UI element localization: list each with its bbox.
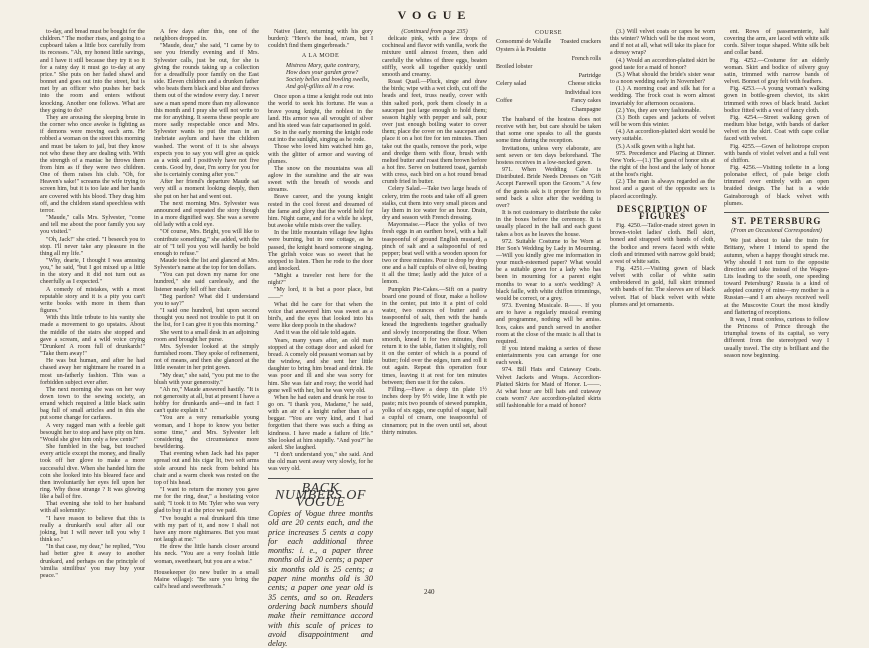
column-3 <box>268 29 373 648</box>
menu-item-right: Fancy cakes <box>571 98 601 104</box>
paragraph: "Oh, Jack!" she cried. "I beseech you to stop. I'll never take any pleasure in the thing all my life." <box>40 236 145 257</box>
menu-item-right: Cheese sticks <box>567 81 601 87</box>
paragraph: "Beg pardon? What did I understand you to say?" <box>154 293 259 307</box>
answer-paragraph: (5.) A silk gown with a light hat. <box>616 143 696 150</box>
paragraph: "Why, dearie, I thought I was amusing you," he said, "but I got mixed up a little in the story and it did not turn out as cheerfully as I expected." <box>40 258 145 286</box>
back-numbers-body: Copies of Vogue three months old are 20 cents each, and the price increases 5 cents a copy for each additional three months: i. e., a paper three months old is 20 cents; a paper six months old is 25 cents; a paper nine months old is 30 cents; a paper one year old is 35 cents, and so on. Readers ordering back numbers should make their remittance accord with this scale of prices to avoid disappointment and delay. <box>268 509 373 648</box>
poem-line: How does your garden grow? <box>286 69 359 76</box>
paragraph: "Maude, dear," she said, "I came by to see you friendly evening and if Mrs. Sylvester calls, just be out, for she is giving the rounds taking up a collection for a dreadfully poor family on the East side. Eleven children and a drunken father who beats them black and blue and throws them out of the window every day. I never saw a man spend more than my allowance this month and I pray she will not write to me for anything. It seems these people are more sadly respectable once and Mrs. Sylvester wants to put the man in an inebriate asylum and have the children washed. The worst of it is she always expects you to say you will give as quick as a wink and I positively have not five cents. Good by, dear, I'm sorry for you for she is certainly coming after you." <box>154 43 259 179</box>
menu-item-right: Individual ices <box>564 89 601 96</box>
housekeeper-anecdote: Housekeeper (to new butler in a small Maine village): "Be sure you bring the calf's head and sweetbreads." <box>154 569 259 591</box>
masthead: VOGUE <box>397 8 472 22</box>
paragraph: "My dear," she said, "you put me to the blush with your generosity." <box>154 372 259 386</box>
query-paragraph: If you intend making a series of these entertainments you can arrange for one each week. <box>496 346 601 367</box>
figure-description: Fig. 4251.—Visiting gown of black velvet with collar of white satin embroidered in gold, full skirt trimmed with bands of fur. The sleeves are of black velvet. Hat of black velvet with white plumes and jet ornaments. <box>610 266 715 308</box>
menu-item <box>496 89 601 98</box>
menu-item-right: French rolls <box>571 55 601 62</box>
menu-item <box>496 46 601 55</box>
paragraph: What did he care for that when the voice that answered him was sweet as a bird's, and the eyes that looked into his were like deep pools in the shadow? <box>268 301 373 330</box>
paragraph: "You are a very remarkable young woman, and I hope to know you better some time," and Mrs. Sylvester left considering the circumstance more bewildering. <box>154 415 259 451</box>
paragraph: "You can put down my name for one hundred," she said carelessly, and the listener nearly fell off her chair. <box>154 272 259 293</box>
paragraph: With this little tribute to his vanity she made a movement to go upstairs. About the middle of the stairs she stopped and gave a scream, and a wild voice crying "Drunken! A room full of drunkards!" "Take them away!" <box>40 315 145 358</box>
menu-item-left: Celery salad <box>496 81 527 87</box>
menu-item <box>496 38 601 47</box>
poem-heading: A LA MODE <box>301 53 340 60</box>
menu-item-left: Consommé de Volaille <box>496 38 552 45</box>
answer-paragraph: (4.) An accordion-plaited skirt would be very suitable. <box>610 129 715 143</box>
paragraph: "I said one hundred, but upon second thought you need not trouble to put it on the list, for I can give it you this morning." <box>154 308 259 329</box>
column-5 <box>496 29 601 605</box>
paragraph: "Ah no," Maude answered hastily. "It is not generosity at all, but at present I have a hobby for drunkards and—and in fact I can't quite explain it." <box>154 386 259 415</box>
figure-description: Fig. 4252.—Costume for an elderly woman. Skirt and bodice of silvery gray satin, trimmed with narrow bands of velvet. Bonnet of gray felt with feathers. <box>724 57 829 86</box>
column-7 <box>724 29 829 605</box>
query-paragraph: Invitations, unless very elaborate, are sent seven or ten days beforehand. The hostess receives in a low-necked gown. <box>496 145 601 166</box>
paragraph: In the little mountain village few lights were burning, but in one cottage, as he passed, the knight heard someone singing. The girlish voice was so sweet that he stopped to listen. Then he rode to the door and knocked. <box>268 230 373 272</box>
paragraph: The next morning she was on her way down town to the sewing society, an errand which required a little black satin bag full of small articles and in this she put some change for carfares. <box>40 386 145 422</box>
paragraph: She went to a small desk in an adjoining room and brought her purse. <box>154 329 259 343</box>
paragraph: "Might a traveler rest here for the night?" <box>268 273 373 287</box>
paragraph: The snow on the mountains was all aglow in the sunshine and the air was sweet with the breath of woods and streams. <box>268 165 373 194</box>
paragraph: "I want to return the money you gave me for the ring, dear," a hesitating voice said; "I took it to Mr. Tyler who was very glad to buy it at the price we paid. <box>154 487 259 515</box>
figure-description: Fig. 4256.—Visiting toilette in a long polonaise effect, of pale beige cloth trimmed over entirely with an open braided design. The hat is a wide Gainsborough of black velvet with plumes. <box>724 164 829 207</box>
paragraph: That evening when Jack had his paper spread out and his cigar lit, two soft arms stole around his neck from behind his chair and a warm cheek was rested on the top of his head. <box>154 451 259 486</box>
menu-item-left: Coffee <box>496 98 513 104</box>
page-number: 240 <box>424 588 435 596</box>
divider <box>724 212 829 213</box>
answer-paragraph: (2.) Yes, they are very fashionable. <box>616 107 701 114</box>
column-2 <box>154 29 259 605</box>
paragraph: That evening she told to her husband with all solemnity: <box>40 501 145 515</box>
figure-description: Fig. 4255.—Gown of heliotrope crepon with bands of violet velvet and a full vest of chiffon. <box>724 143 829 164</box>
paragraph: A few days after this, one of the neighbors dropped in. <box>154 29 259 43</box>
continued-note: (Continued from page 235) <box>401 29 468 35</box>
paragraph: The next morning Mrs. Sylvester was announced and repeated the story though in a more dignified way. She was a severe old lady with a cold eye. <box>154 200 259 229</box>
poem-line: Society belles and bowling swells, <box>286 76 370 83</box>
recipe-paragraph: Celery Salad.—Take two large heads of celery, trim the roots and take off all green stalks, cut them into very small pieces and lay them in ice water for an hour. Drain, dry and season with French dressing. <box>382 186 487 222</box>
query-paragraph: It is not customary to distribute the cake in the boxes before the ceremony. It is usually placed in the hall and each guest takes a box as he leaves the house. <box>496 210 601 238</box>
paragraph: "Of course, Mrs. Bright, you will like to contribute something," she added, with the air of "I tell you you will hardly be bold enough to refuse." <box>154 229 259 257</box>
paragraph: Native (later, returning with his gory burden): "Here's the head, m'am, but I couldn't find them gingerbreads." <box>268 29 373 50</box>
paragraph: He was but human, and after he had chased away her nightmare he roared in a most un-fatherly fashion. This was a forbidden subject ever after. <box>40 358 145 386</box>
columns <box>40 29 829 648</box>
query-paragraph: The husband of the hostess does not receive with her, but care should be taken that some one speaks to all the guests some time during the reception. <box>496 117 601 145</box>
st-petersburg-sub: (From an Occasional Correspondent) <box>731 228 822 235</box>
answer-paragraph: (3.) Will velvet coats or capes be worn this winter? Which will be the most worn, and if not at all, what will take its place for a dressy wrap? <box>610 29 715 57</box>
paragraph: So in the early morning the knight rode out into the sunlight, singing as he rode. <box>268 130 373 144</box>
menu-item <box>496 80 601 89</box>
paragraph: "In that case, my dear," he replied, "You had better give it away to another drunkard, and perhaps on the principle of 'similia similibus' you may buy your peace." <box>40 544 145 579</box>
figure-description: Fig. 4254.—Street walking gown of medium blue beige, with bands of darker velvet on the skirt. Coat with cape collar faced with velvet. <box>724 114 829 143</box>
paragraph: They are arousing the sleeping brute in the corner who once awoke is fighting as if demons were moving each arm. He robbed a woman on the street this morning and must be taken to jail, but they know not who these they are dealing with. With the strength of a maniac he throws them from him as if they were two children. One of them raises his club. "Oh, for Heaven's sake!" screams the wife trying to screen him, but it is too late and her hands are covered with his blood. They drag him off, and the children stand speechless with terror. <box>40 114 145 214</box>
poem-line: Mistress Mary, quite contrary, <box>286 62 360 69</box>
paragraph: After her friend's departure Maude sat very still a moment looking deeply, then she put on her hat and went out. <box>154 179 259 200</box>
answer-paragraph: (1.) A morning coat and silk hat for a wedding. The frock coat is worn almost invariably for afternoon occasions. <box>610 86 715 107</box>
paragraph: Maude took the list and glanced at Mrs. Sylvester's name at the top for ten dollars. <box>154 258 259 272</box>
paragraph: Once upon a time a knight rode out into the world to seek his fortune. He was a brave young knight, the noblest in the land. His armor was all wrought of silver and his steed was fair caparisoned in gold. <box>268 94 373 129</box>
paragraph: And it was the old tale told again. <box>274 330 357 337</box>
paragraph: Brave career, and the young knight rested in the cool forest and dreamed of the fame and glory that the world held for him. Night came, and for a while he slept, but awoke while mists over the valley. <box>268 194 373 230</box>
menu-item <box>496 72 601 81</box>
query-paragraph: 972. Suitable Costume to be Worn at Her Son's Wedding by Lady in Mourning.—Will you kindly give me information in your much-esteemed paper? What would be a suitable gown for a lady who has been in mourning for a parent eight months to wear to a son's wedding? A black faille, with white chiffon trimmings, would be correct, or a grey. <box>496 238 601 302</box>
recipe-paragraph: Mayonnaise.—Place the yolks of two fresh eggs in an earthen bowl, with a half teaspoonful of ground English mustard, a pinch of salt and a saltspoonful of red pepper; beat well with a wooden spoon for two or three minutes. Pour in drop by drop one and a half cupfuls of olive oil, beating it all the time; lastly add the juice of a lemon. <box>382 222 487 286</box>
answer-paragraph: (3.) Both capes and jackets of velvet will be worn this winter. <box>610 114 715 129</box>
paragraph: "I have reason to believe that this is really a drunkard's soul after all our joking, but I will never tell you why I think so." <box>40 515 145 544</box>
query-975b: (2.) The man is always regarded as the host and a guest of the opposite sex is placed accordingly. <box>610 179 715 200</box>
back-numbers-title: BACK NUMBERS OF VOGUE <box>275 480 366 510</box>
paragraph: "My lord, it is but a poor place, but——" <box>268 287 373 301</box>
paragraph: Years, many years after, an old man stopped at the cottage door and asked for bread. A comely old peasant woman sat by the window, and she sent her little daughter to bring him bread and drink. He was poor and ill and she was sorry for him. She was fair and rosy; the world had gone well with her, but he was very old. <box>268 337 373 394</box>
menu-item <box>496 106 601 115</box>
column-4 <box>382 29 487 605</box>
column-1 <box>40 29 145 605</box>
figure-description: Fig. 4253.—A young woman's walking gown in bottle-green cheviot, its skirt trimmed with rows of black braid. Jacket bodice fitted with a vest of fancy cloth. <box>724 86 829 114</box>
menu-item-left: Oysters à la Poulette <box>496 47 547 53</box>
paragraph: Mrs. Sylvester looked at the simply furnished room. They spoke of refinement, not of means, and then she glanced at the little sweater in her print gown. <box>154 343 259 372</box>
paragraph: Those who loved him watched him go, with the glitter of armor and waving of plumes. <box>268 144 373 165</box>
paragraph: "I don't understand you," she said. And the old man went away very slowly, for he was very old. <box>268 452 373 473</box>
divider <box>268 478 373 479</box>
query-paragraph: 974. Bill Hats and Cutaway Coats. Velvet Jackets and Wraps. Accordion-Plaited Skirts for Maid of Honor. L——. At what hour are bill hats and cutaway coats worn? Are accordion-plaited skirts still fashionable for a maid of honor? <box>496 367 601 410</box>
paragraph: A comedy of mistakes, with a most reputable story and it is a pity you can't write books with more in them than figures." <box>40 286 145 315</box>
paragraph: "Maude," calls Mrs. Sylvester, "come and tell me about the poor family you say you visited." <box>40 215 145 236</box>
recipe-paragraph: Filling.—Have a deep tin plate 1½ inches deep by 9½ wide, line it with pie paste; mix two pounds of stewed pumpkin, yolks of six eggs, one cupful of sugar, half a cupful of cream, one teaspoonful of cinnamon; put in the oven until set, about thirty minutes. <box>382 386 487 436</box>
recipe-paragraph: Pumpkin Pie-Cakes.—Sift on a pastry board one pound of flour, make a hollow in the center, put into it a pint of cold water, two ounces of butter and a teaspoonful of salt, then with the hands knead the ingredients together gradually and slowly incorporating the flour. When smooth, knead it for two minutes, then return it to the table, flatten it slightly, roll it on the center of which is a pound of butter; fold over the edges, turn and roll it out again. Repeat this operation four times, leaving it at rest for ten minutes between; then use it for the cakes. <box>382 286 487 386</box>
paragraph: He drew the little hands closer around his neck. "You are a very foolish little woman, sweetheart, but you are a wise." <box>154 544 259 565</box>
figure-description: ent. Rows of passementerie, half covering the arm, are laced with white silk cords. Silver toque shaped. White silk belt and collar band. <box>724 29 829 57</box>
recipe-paragraph: delicate pink, with a few drops of cochineal and flavor with vanilla, work the mixture until almost frozen, then add carefully the whites of three eggs, beaten stiffly, work all together quickly until smooth and creamy. <box>382 36 487 78</box>
paragraph: to-day, and bread must be bought for the children." The mother rises, and going to a cupboard takes a little box carefully from its recesses. "Ah, my honest little savings, and I have it still because they try it so it for a rainy day it must go to-day at any price." She puts on her faded shawl and bonnet and goes out into the street, but is met by an officer who pushes her back into the room and enters without knocking. Another one follows. What are they going to do? <box>40 29 145 114</box>
paragraph: When he had eaten and drunk he rose to go on. "I thank you, Madame," he said, with an air of a knight rather than of a beggar. "You are very kind, and I had forgotten that there was such a thing as kindness. I have made a failure of life." She looked at him stupidly. "And you?" he asked. She laughed. <box>268 394 373 451</box>
poem-line: And golf-gillies all in a row. <box>286 84 355 91</box>
paragraph: "I've bought a real drunkard this time with my part of it, and now I shall not have any more nightmares. But you must not laugh at me." <box>154 515 259 544</box>
answer-paragraph: (4.) Would an accordion-plaited skirt be good taste for a maid of honor? <box>610 57 715 71</box>
paragraph: She fumbled in the bag, but touched every article except the money, and finally took off her glove to make a more successful dive. When she handed him the coin she looked into his bleared face and then involuntarily her eyes fell upon her ring. Why those strange ? It was glowing like a ball of fire. <box>40 444 145 501</box>
description-of-figures-heading: DESCRIPTION OF FIGURES <box>616 203 709 221</box>
menu-item-right: Toasted crackers <box>560 38 601 45</box>
st-petersburg-heading: ST. PETERSBURG <box>731 215 822 226</box>
paragraph: We just about to take the train for Brittany, where I intend to spend the autumn, when a happy thought struck me. Why should I not turn to the opposite direction and take instead of the Wagon-Lits leading to the south, one speeding toward Petersburg? Russia is a kind of adopted country of mine—my mother is a Russian—and I am always received well at the Muscovite Court the most kindly and flattering of receptions. <box>724 238 829 316</box>
menu-item-right: Partridge <box>578 72 601 79</box>
figure-description: Fig. 4250.—Tailor-made street gown in brown-violet ladies' cloth. Bell skirt, boned and strapped with bands of cloth, the bodice and revers faced with white cloth and trimmed with narrow gold braid; a vest of white satin. <box>610 223 715 265</box>
menu-item <box>496 63 601 72</box>
answer-paragraph: (5.) What should the bride's sister wear to a noon wedding early in November? <box>610 71 715 86</box>
menu-heading: COURSE <box>534 30 563 36</box>
paragraph: A very ragged man with a feeble gait besought her to stop and have pity on him. "Would she give him only a few cents?" <box>40 422 145 443</box>
menu <box>496 29 601 114</box>
paragraph: It was, I must confess, curious to follow the Princess of Prince through the triumphal towns of its capital, so very different from the stereotyped way I usually travel. The city is brilliant and the season now beginning. <box>724 316 829 359</box>
query-paragraph: 971. When Wedding Cake is Distributed. Bride Needs Dresses on "Gift Accept Farewell upon the Groom." A few of the guests ask is it proper for them to send back a slice after the wedding is over? <box>496 167 601 209</box>
column-6 <box>610 29 715 605</box>
menu-item-right: Champagne <box>571 106 601 113</box>
menu-item <box>496 55 601 64</box>
menu-item-left: Broiled lobster <box>496 64 533 70</box>
query-paragraph: 973. Evening Musicale. R——. If you are to have a regularly musical evening and programme, nothing will be amiss. Ices, cakes and punch served in another room at the close of the music is all that is required. <box>496 303 601 345</box>
query-975: 975. Precedence and Placing at Dinner. New York.—(1.) The guest of honor sits at the right of the host and the lady of honor at the host's right. <box>610 150 715 179</box>
menu-item <box>496 97 601 106</box>
recipe-paragraph: Roast Quail.—Pluck, singe and draw the birds; wipe with a wet cloth, cut off the heads and feet, truss neatly, cover with thin salted pork, pork them closely in a saucepan just large enough to hold them; season highly with pepper and salt, pour over just enough boiling water to cover them; place the cover on the saucepan and place it on a hot fire for ten minutes. Then take out the quails, remove the pork, wipe and dredge them with flour, brush with melted butter and roast them brown before a hot fire. Serve on buttered toast, garnish with cress, each bird on a hot round bread crumb fried in butter. <box>382 79 487 186</box>
